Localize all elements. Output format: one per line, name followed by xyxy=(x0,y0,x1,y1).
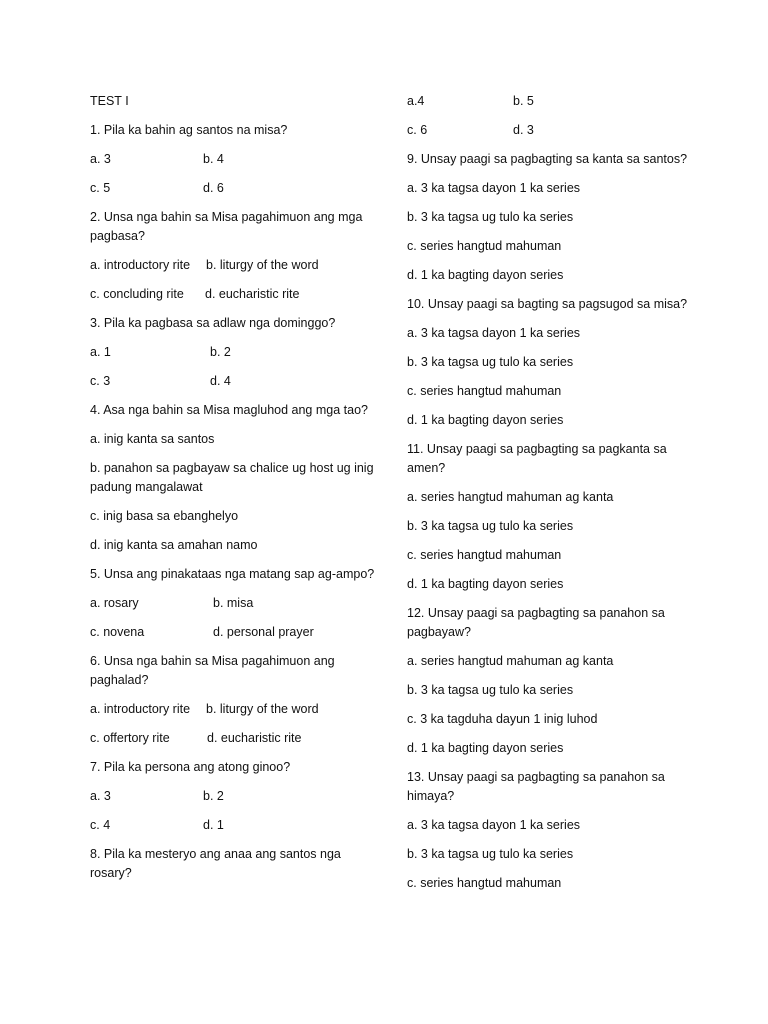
question-line: a. inig kanta sa santos xyxy=(90,432,215,446)
option-left: c. concluding rite xyxy=(90,287,184,301)
option-right: b. 2 xyxy=(210,345,231,359)
question-line: d. 1 ka bagting dayon series xyxy=(407,577,564,591)
answer-options-row xyxy=(90,343,375,362)
option-left: c. 4 xyxy=(90,818,111,832)
question-line: b. 3 ka tagsa ug tulo ka series xyxy=(407,210,574,224)
question-line: c. series hangtud mahuman xyxy=(407,239,562,253)
answer-options-row xyxy=(90,256,375,275)
question-line: b. panahon sa pagbayaw sa chalice ug host ug inig padung mangalawat xyxy=(90,461,374,494)
question-line: c. series hangtud mahuman xyxy=(407,876,562,890)
option-right: d. 1 xyxy=(203,818,224,832)
answer-options-row xyxy=(90,700,375,719)
answer-options-row xyxy=(90,150,375,169)
question-line: c. 3 ka tagduha dayun 1 inig luhod xyxy=(407,712,598,726)
question-line: 10. Unsay paagi sa bagting sa pagsugod sa misa? xyxy=(407,297,688,311)
question-line: 2. Unsa nga bahin sa Misa pagahimuon ang mga pagbasa? xyxy=(90,210,363,243)
option-left: a. 3 xyxy=(90,152,111,166)
answer-options-row xyxy=(407,121,707,140)
question-line: b. 3 ka tagsa ug tulo ka series xyxy=(407,519,574,533)
right-column xyxy=(407,92,707,903)
right-question-list xyxy=(407,92,707,893)
option-right: d. 3 xyxy=(513,123,534,137)
option-right: d. eucharistic rite xyxy=(205,287,300,301)
question-line: a. 3 ka tagsa dayon 1 ka series xyxy=(407,326,581,340)
question-line: b. 3 ka tagsa ug tulo ka series xyxy=(407,683,574,697)
question-line: 7. Pila ka persona ang atong ginoo? xyxy=(90,760,291,774)
question-line: d. 1 ka bagting dayon series xyxy=(407,268,564,282)
question-line: 3. Pila ka pagbasa sa adlaw nga dominggo? xyxy=(90,316,336,330)
question-line: a. 3 ka tagsa dayon 1 ka series xyxy=(407,818,581,832)
option-left: c. offertory rite xyxy=(90,731,170,745)
answer-options-row xyxy=(90,179,375,198)
option-right: d. 4 xyxy=(210,374,231,388)
answer-options-row xyxy=(90,623,375,642)
option-left: a. introductory rite xyxy=(90,258,191,272)
option-right: d. 6 xyxy=(203,181,224,195)
left-column xyxy=(90,92,375,893)
option-right: b. liturgy of the word xyxy=(206,258,319,272)
answer-options-row xyxy=(90,285,375,304)
left-question-list xyxy=(90,121,375,883)
question-line: a. series hangtud mahuman ag kanta xyxy=(407,490,614,504)
option-right: b. liturgy of the word xyxy=(206,702,319,716)
question-line: 9. Unsay paagi sa pagbagting sa kanta sa santos? xyxy=(407,152,688,166)
option-left: c. 3 xyxy=(90,374,111,388)
option-left: c. 5 xyxy=(90,181,111,195)
answer-options-row xyxy=(90,816,375,835)
question-line: c. series hangtud mahuman xyxy=(407,384,562,398)
answer-options-row xyxy=(90,729,375,748)
option-left: c. novena xyxy=(90,625,145,639)
question-line: 5. Unsa ang pinakataas nga matang sap ag-ampo? xyxy=(90,567,375,581)
question-line: a. series hangtud mahuman ag kanta xyxy=(407,654,614,668)
option-right: d. eucharistic rite xyxy=(207,731,302,745)
option-right: b. 2 xyxy=(203,789,224,803)
question-line: 13. Unsay paagi sa pagbagting sa panahon sa himaya? xyxy=(407,770,665,803)
question-line: d. inig kanta sa amahan namo xyxy=(90,538,258,552)
test-title: TEST I xyxy=(90,94,129,108)
option-left: a. introductory rite xyxy=(90,702,191,716)
answer-options-row xyxy=(90,787,375,806)
question-line: a. 3 ka tagsa dayon 1 ka series xyxy=(407,181,581,195)
question-line: 11. Unsay paagi sa pagbagting sa pagkanta sa amen? xyxy=(407,442,667,475)
option-left: a. 3 xyxy=(90,789,111,803)
question-line: c. inig basa sa ebanghelyo xyxy=(90,509,239,523)
answer-options-row xyxy=(90,594,375,613)
option-left: a. 1 xyxy=(90,345,111,359)
question-line: b. 3 ka tagsa ug tulo ka series xyxy=(407,847,574,861)
question-line: d. 1 ka bagting dayon series xyxy=(407,741,564,755)
answer-options-row xyxy=(407,92,707,111)
option-left: a. rosary xyxy=(90,596,139,610)
question-line: 6. Unsa nga bahin sa Misa pagahimuon ang paghalad? xyxy=(90,654,335,687)
option-right: d. personal prayer xyxy=(213,625,314,639)
option-right: b. misa xyxy=(213,596,254,610)
answer-options-row xyxy=(90,372,375,391)
option-left: c. 6 xyxy=(407,123,428,137)
question-line: c. series hangtud mahuman xyxy=(407,548,562,562)
question-line: 8. Pila ka mesteryo ang anaa ang santos nga rosary? xyxy=(90,847,341,880)
option-right: b. 5 xyxy=(513,94,534,108)
question-line: b. 3 ka tagsa ug tulo ka series xyxy=(407,355,574,369)
option-right: b. 4 xyxy=(203,152,224,166)
question-line: 4. Asa nga bahin sa Misa magluhod ang mga tao? xyxy=(90,403,368,417)
question-line: 12. Unsay paagi sa pagbagting sa panahon sa pagbayaw? xyxy=(407,606,665,639)
question-line: d. 1 ka bagting dayon series xyxy=(407,413,564,427)
option-left: a.4 xyxy=(407,94,425,108)
question-line: 1. Pila ka bahin ag santos na misa? xyxy=(90,123,288,137)
